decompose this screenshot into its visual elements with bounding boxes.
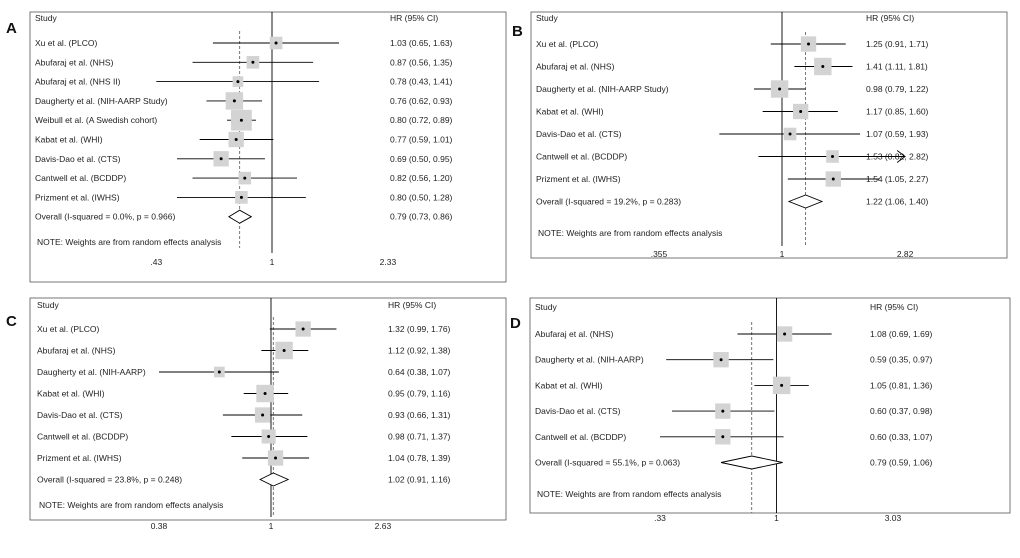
study-label: Abufaraj et al. (NHS) [535, 329, 614, 339]
study-label: Prizment et al. (IWHS) [37, 453, 122, 463]
study-hr-ci: 0.98 (0.71, 1.37) [388, 431, 451, 442]
study-row [535, 377, 933, 394]
overall-diamond [260, 473, 288, 486]
study-hr-ci: 0.76 (0.62, 0.93) [390, 95, 453, 106]
study-label: Cantwell et al. (BCDDP) [35, 173, 127, 184]
study-label: Daugherty et al. (NIH-AARP Study) [536, 84, 669, 94]
study-hr-ci: 0.80 (0.72, 0.89) [390, 115, 453, 126]
point-estimate [240, 119, 243, 122]
study-row [536, 36, 929, 51]
study-hr-ci: 0.80 (0.50, 1.28) [390, 192, 453, 203]
study-row [35, 172, 453, 185]
study-label: Xu et al. (PLCO) [536, 39, 599, 49]
study-row [35, 76, 453, 87]
study-row [37, 385, 451, 402]
study-hr-ci: 1.05 (0.81, 1.36) [870, 380, 933, 391]
study-label: Kabat et al. (WHI) [37, 388, 105, 399]
study-hr-ci: 1.41 (1.11, 1.81) [866, 61, 928, 72]
study-hr-ci: 0.82 (0.56, 1.20) [390, 173, 453, 184]
point-estimate [780, 384, 783, 387]
x-tick-label: 1 [269, 257, 275, 267]
point-estimate [243, 177, 246, 180]
point-estimate [302, 328, 305, 331]
study-label: Cantwell et al. (BCDDP) [37, 431, 129, 442]
study-row [37, 429, 451, 443]
study-row [536, 150, 929, 163]
study-row [37, 450, 451, 465]
point-estimate [721, 435, 724, 438]
header-study: Study [37, 300, 59, 310]
study-hr-ci: 0.95 (0.79, 1.16) [388, 388, 451, 399]
header-study: Study [535, 302, 557, 312]
header-hr: HR (95% CI) [870, 302, 919, 312]
study-hr-ci: 0.60 (0.33, 1.07) [870, 431, 933, 442]
x-tick-label: 1 [779, 249, 785, 259]
point-estimate [807, 43, 810, 46]
study-label: Prizment et al. (IWHS) [35, 192, 120, 203]
study-hr-ci: 0.93 (0.66, 1.31) [388, 410, 451, 420]
x-tick-label: .33 [654, 513, 666, 523]
study-row [35, 191, 453, 204]
overall-label: Overall (I-squared = 55.1%, p = 0.063) [535, 457, 681, 468]
study-label: Daugherty et al. (NIH-AARP) [535, 354, 644, 365]
study-label: Abufaraj et al. (NHS II) [35, 76, 121, 87]
study-row [35, 110, 453, 131]
forest-panel-b [512, 12, 1007, 259]
study-row [535, 352, 933, 367]
overall-hr-ci: 0.79 (0.59, 1.06) [870, 457, 933, 468]
x-tick-label: 2.33 [379, 257, 397, 267]
header-hr: HR (95% CI) [866, 13, 915, 23]
x-tick-label: .43 [150, 257, 163, 267]
study-label: Cantwell et al. (BCDDP) [535, 431, 627, 442]
overall-row [535, 456, 933, 469]
overall-label: Overall (I-squared = 19.2%, p = 0.283) [536, 196, 682, 207]
study-hr-ci: 1.04 (0.78, 1.39) [388, 453, 451, 463]
x-tick-label: 3.03 [884, 513, 902, 523]
study-label: Abufaraj et al. (NHS) [37, 345, 116, 356]
study-hr-ci: 1.08 (0.69, 1.69) [870, 329, 933, 339]
study-label: Daugherty et al. (NIH-AARP Study) [35, 95, 168, 106]
point-estimate [799, 110, 802, 113]
study-label: Daugherty et al. (NIH-AARP) [37, 367, 146, 377]
overall-hr-ci: 1.22 (1.06, 1.40) [866, 196, 929, 207]
study-row [35, 37, 453, 50]
study-row [37, 367, 451, 378]
study-hr-ci: 0.78 (0.43, 1.41) [390, 76, 453, 87]
study-label: Kabat et al. (WHI) [35, 134, 103, 145]
study-hr-ci: 1.03 (0.65, 1.63) [390, 38, 453, 48]
header-study: Study [35, 13, 57, 23]
study-label: Cantwell et al. (BCDDP) [536, 151, 628, 162]
panel-letter: A [6, 20, 17, 37]
overall-diamond [229, 210, 251, 223]
study-hr-ci: 0.59 (0.35, 0.97) [870, 354, 933, 365]
forest-panel-c [6, 298, 506, 531]
overall-label: Overall (I-squared = 23.8%, p = 0.248) [37, 474, 183, 485]
point-estimate [236, 80, 239, 83]
weights-note: NOTE: Weights are from random effects analysis [39, 500, 224, 510]
study-row [535, 326, 933, 341]
study-row [37, 407, 451, 422]
study-label: Davis-Dao et al. (CTS) [35, 153, 121, 164]
overall-diamond [789, 195, 822, 208]
header-hr: HR (95% CI) [390, 13, 439, 23]
study-label: Weibull et al. (A Swedish cohort) [35, 115, 158, 126]
study-hr-ci: 1.07 (0.59, 1.93) [866, 129, 929, 139]
point-estimate [283, 349, 286, 352]
point-estimate [274, 457, 277, 460]
overall-hr-ci: 0.79 (0.73, 0.86) [390, 211, 453, 222]
study-row [536, 80, 929, 97]
weights-note: NOTE: Weights are from random effects analysis [538, 228, 723, 238]
point-estimate [789, 133, 792, 136]
study-hr-ci: 0.98 (0.79, 1.22) [866, 84, 929, 94]
x-tick-label: 0.38 [150, 521, 168, 531]
study-row [535, 403, 933, 418]
point-estimate [264, 392, 267, 395]
overall-row [35, 210, 453, 223]
study-row [536, 128, 929, 141]
study-hr-ci: 0.69 (0.50, 0.95) [390, 153, 453, 164]
study-label: Prizment et al. (IWHS) [536, 174, 621, 184]
study-label: Kabat et al. (WHI) [535, 380, 603, 391]
study-label: Abufaraj et al. (NHS) [35, 57, 114, 68]
study-row [35, 151, 453, 166]
study-row [35, 56, 453, 69]
study-row [37, 342, 451, 359]
study-row [536, 58, 928, 75]
point-estimate [720, 358, 723, 361]
point-estimate [233, 99, 236, 102]
study-hr-ci: 1.17 (0.85, 1.60) [866, 106, 929, 117]
study-label: Davis-Dao et al. (CTS) [37, 410, 123, 420]
point-estimate [778, 88, 781, 91]
header-study: Study [536, 13, 558, 23]
forest-panel-d [510, 298, 1010, 523]
study-label: Davis-Dao et al. (CTS) [536, 129, 622, 139]
overall-row [37, 473, 451, 486]
study-row [37, 321, 451, 336]
panel-letter: B [512, 23, 523, 40]
x-tick-label: 2.63 [374, 521, 392, 531]
study-hr-ci: 0.60 (0.37, 0.98) [870, 406, 933, 417]
study-row [536, 171, 929, 186]
point-estimate [783, 333, 786, 336]
study-hr-ci: 0.64 (0.38, 1.07) [388, 367, 451, 377]
x-tick-label: .355 [650, 249, 668, 259]
study-hr-ci: 0.87 (0.56, 1.35) [390, 57, 453, 68]
study-hr-ci: 0.77 (0.59, 1.01) [390, 134, 453, 145]
point-estimate [832, 178, 835, 181]
point-estimate [218, 371, 221, 374]
study-label: Abufaraj et al. (NHS) [536, 61, 615, 72]
x-tick-label: 1 [268, 521, 274, 531]
study-hr-ci: 1.25 (0.91, 1.71) [866, 39, 929, 49]
study-label: Xu et al. (PLCO) [35, 38, 98, 48]
header-hr: HR (95% CI) [388, 300, 437, 310]
weights-note: NOTE: Weights are from random effects analysis [37, 237, 222, 247]
point-estimate [251, 61, 254, 64]
point-estimate [220, 157, 223, 160]
study-hr-ci: 1.54 (1.05, 2.27) [866, 174, 929, 184]
point-estimate [235, 138, 238, 141]
forest-panel-a [6, 12, 506, 282]
overall-row [536, 195, 929, 208]
overall-label: Overall (I-squared = 0.0%, p = 0.966) [35, 211, 176, 222]
overall-diamond [721, 456, 783, 469]
study-hr-ci: 1.12 (0.92, 1.38) [388, 345, 451, 356]
study-row [535, 429, 933, 444]
x-tick-label: 2.82 [896, 249, 914, 259]
study-label: Davis-Dao et al. (CTS) [535, 406, 621, 417]
point-estimate [240, 196, 243, 199]
study-label: Xu et al. (PLCO) [37, 324, 100, 334]
study-hr-ci: 1.53 (0.82, 2.82) [866, 151, 929, 162]
study-row [35, 132, 453, 147]
point-estimate [821, 65, 824, 68]
panel-letter: C [6, 313, 17, 330]
study-label: Kabat et al. (WHI) [536, 106, 604, 117]
panel-letter: D [510, 315, 521, 332]
study-hr-ci: 1.32 (0.99, 1.76) [388, 324, 451, 334]
overall-hr-ci: 1.02 (0.91, 1.16) [388, 474, 451, 485]
study-row [35, 92, 453, 109]
study-row [536, 104, 929, 119]
point-estimate [261, 414, 264, 417]
point-estimate [275, 42, 278, 45]
point-estimate [721, 410, 724, 413]
x-tick-label: 1 [774, 513, 779, 523]
weights-note: NOTE: Weights are from random effects analysis [537, 489, 722, 499]
point-estimate [267, 435, 270, 438]
point-estimate [831, 155, 834, 158]
